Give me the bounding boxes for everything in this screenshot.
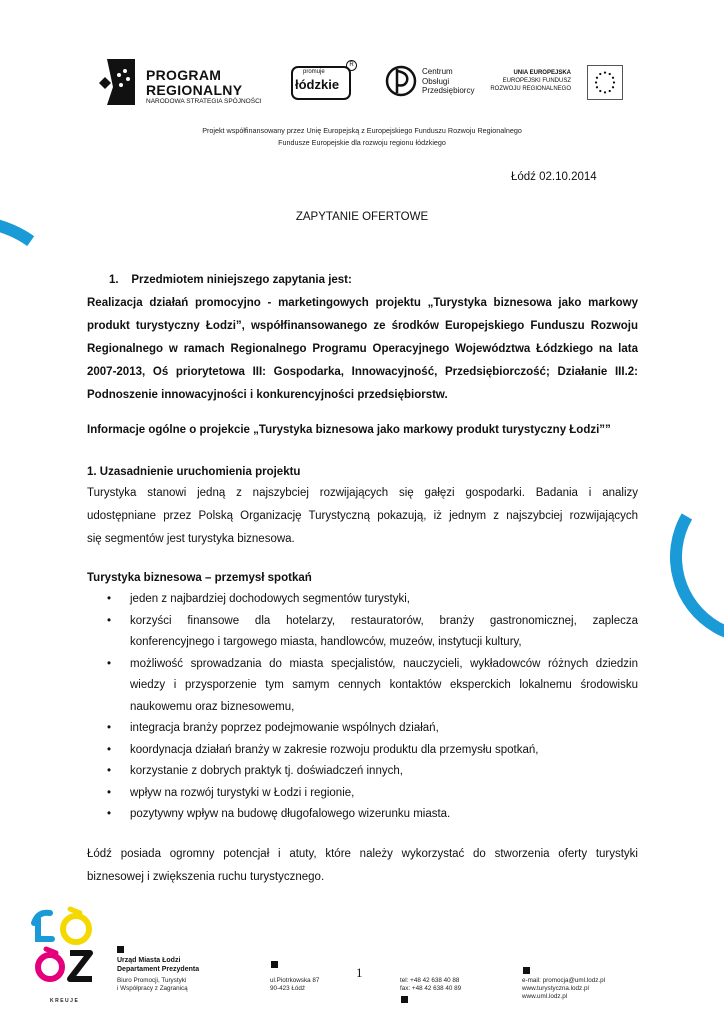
bullet-marker: • bbox=[107, 593, 112, 605]
footer-email[interactable]: e-mail: promocja@uml.lodz.pl bbox=[522, 977, 606, 984]
closing-line: Łódź posiada ogromny potencjał i atuty, które należy wykorzystać do stworzenia oferty turystyki bbox=[87, 848, 638, 860]
footer-marker bbox=[523, 967, 530, 974]
office-subtitle: Biuro Promocji, Turystyki bbox=[117, 977, 187, 984]
page-number: 1 bbox=[356, 965, 363, 980]
subject-line: produkt turystyczny Łodzi”, współfinansowanego ze środków Europejskiego Funduszu Rozwoju bbox=[87, 320, 638, 332]
list-item-text: pozytywny wpływ na budowę długofalowego wizerunku miasta. bbox=[130, 808, 451, 820]
program-logo-subtitle: NARODOWA STRATEGIA SPÓJNOŚCI bbox=[146, 98, 262, 105]
footer-marker bbox=[401, 996, 408, 1003]
footer-phone: tel: +48 42 638 40 88 bbox=[400, 977, 460, 984]
cop-text: Obsługi bbox=[422, 76, 450, 86]
bullet-marker: • bbox=[107, 743, 112, 756]
eu-text-line: UNIA EUROPEJSKA bbox=[513, 70, 571, 76]
list-item-text: koordynacja działań branży w zakresie rozwoju produktu dla przemysłu spotkań, bbox=[130, 743, 539, 756]
cop-text: Centrum bbox=[422, 67, 453, 76]
eu-text-line: ROZWOJU REGIONALNEGO bbox=[490, 86, 571, 92]
subject-line: 2007-2013, Oś priorytetowa III: Gospodarka, Innowacyjność, Przedsiębiorczość; Działanie III.2: bbox=[87, 366, 638, 378]
subject-line: Podnoszenie innowacyjności i konkurencyjności przedsiębiorstw. bbox=[87, 389, 448, 401]
lodz-kreuje-logo bbox=[30, 905, 100, 1005]
promuje-lodzkie-logo bbox=[291, 60, 355, 102]
list-item-text: korzystanie z dobrych praktyk tj. doświadczeń innych, bbox=[130, 765, 403, 777]
bullet-marker: • bbox=[107, 808, 112, 820]
justification-line: Turystyka stanowi jedną z najszybciej rozwijających się gałęzi gospodarki. Badania i analizy bbox=[87, 487, 638, 499]
list-item-text: możliwość sprowadzania do miasta specjalistów, nauczycieli, wykładowców różnych dziedzin bbox=[130, 657, 638, 670]
justification-heading: 1. Uzasadnienie uruchomienia projektu bbox=[87, 466, 301, 478]
list-item-text: korzyści finansowe dla hotelarzy, restauratorów, branży gastronomicznej, zaplecza bbox=[130, 614, 638, 627]
bullet-marker: • bbox=[107, 614, 112, 627]
project-cofinancing-line: Projekt współfinansowany przez Unię Europejską z Europejskiego Funduszu Rozwoju Regionalnego bbox=[202, 126, 522, 135]
bullet-marker: • bbox=[107, 722, 112, 734]
business-tourism-heading: Turystyka biznesowa – przemysł spotkań bbox=[87, 572, 312, 584]
footer-marker bbox=[271, 961, 278, 968]
lodz-logo-icon bbox=[30, 905, 100, 997]
document-date: Łódź 02.10.2014 bbox=[511, 171, 597, 183]
bullet-list bbox=[87, 589, 638, 829]
eu-logo bbox=[491, 65, 626, 101]
footer-address: 90-423 Łódź bbox=[270, 985, 306, 992]
document-title: ZAPYTANIE OFERTOWE bbox=[295, 211, 429, 223]
registered-mark: R bbox=[346, 60, 357, 71]
footer-address: ul.Piotrkowska 87 bbox=[270, 977, 320, 984]
logo-caption: KREUJE bbox=[50, 998, 80, 1004]
project-info-heading: Informacje ogólne o projekcie „Turystyka biznesowa jako markowy produkt turystyczny Łodzi”” bbox=[87, 424, 611, 436]
bullet-marker: • bbox=[107, 657, 112, 670]
project-funds-line: Fundusze Europejskie dla rozwoju regionu łódzkiego bbox=[278, 138, 446, 147]
centrum-obslugi-logo bbox=[385, 63, 475, 103]
subject-line: Realizacja działań promocyjno - marketingowych projektu „Turystyka biznesowa jako markowy bbox=[87, 297, 638, 309]
office-name: Departament Prezydenta bbox=[117, 966, 200, 973]
office-subtitle: i Współpracy z Zagranicą bbox=[117, 985, 188, 992]
program-regionalny-icon bbox=[97, 57, 137, 107]
eu-text bbox=[490, 69, 571, 93]
subject-line: Regionalnego w ramach Regionalnego Programu Operacyjnego Województwa Łódzkiego na lata bbox=[87, 343, 638, 355]
program-logo-text: REGIONALNY bbox=[146, 82, 243, 98]
footer-fax: fax: +48 42 638 40 89 bbox=[400, 985, 462, 992]
closing-line: biznesowej i zwiększenia ruchu turystycznego. bbox=[87, 871, 325, 883]
lodzkie-big-text: łódzkie bbox=[295, 77, 340, 92]
list-item-text: naukowemu oraz biznesowemu, bbox=[130, 700, 295, 713]
bullet-marker: • bbox=[107, 765, 112, 777]
section-heading: 1. Przedmiotem niniejszego zapytania jest: bbox=[109, 274, 352, 286]
footer-website[interactable]: www.turystyczna.lodz.pl bbox=[522, 985, 589, 992]
list-item-text: integracja branży poprzez podejmowanie wspólnych działań, bbox=[130, 722, 439, 734]
list-item-text: jeden z najbardziej dochodowych segmentów turystyki, bbox=[130, 593, 410, 605]
list-item-text: wiedzy i przysporzenie tym samym cennych kontaktów eksperckich lokalnemu środowisku bbox=[130, 679, 638, 691]
lodzkie-small-text: promuje bbox=[303, 69, 325, 75]
office-name: Urząd Miasta Łodzi bbox=[117, 957, 181, 964]
eu-flag-icon bbox=[587, 65, 623, 100]
justification-line: udostępniane przez Polską Organizację Turystyczną pokazują, iż jednym z najszybciej rozwijających bbox=[87, 510, 638, 522]
justification-paragraph bbox=[87, 482, 638, 551]
eu-text-line: EUROPEJSKI FUNDUSZ bbox=[502, 78, 571, 84]
program-logo-text: PROGRAM bbox=[146, 67, 222, 83]
justification-line: się segmentów jest turystyka biznesowa. bbox=[87, 533, 295, 545]
cop-icon bbox=[385, 63, 417, 99]
program-regionalny-logo bbox=[97, 57, 272, 109]
subject-paragraph bbox=[87, 292, 638, 407]
list-item-text: wpływ na rozwój turystyki w Łodzi i regionie, bbox=[130, 786, 355, 799]
closing-paragraph bbox=[87, 843, 638, 889]
list-item-text: konferencyjnego i targowego miasta, handlowców, muzeów, instytucji kultury, bbox=[130, 636, 522, 648]
cop-text: Przedsiębiorcy bbox=[422, 86, 475, 95]
decorative-arc-right bbox=[650, 450, 724, 663]
bullet-marker: • bbox=[107, 786, 112, 799]
footer-marker bbox=[117, 946, 124, 953]
footer-website[interactable]: www.uml.lodz.pl bbox=[522, 993, 568, 1000]
